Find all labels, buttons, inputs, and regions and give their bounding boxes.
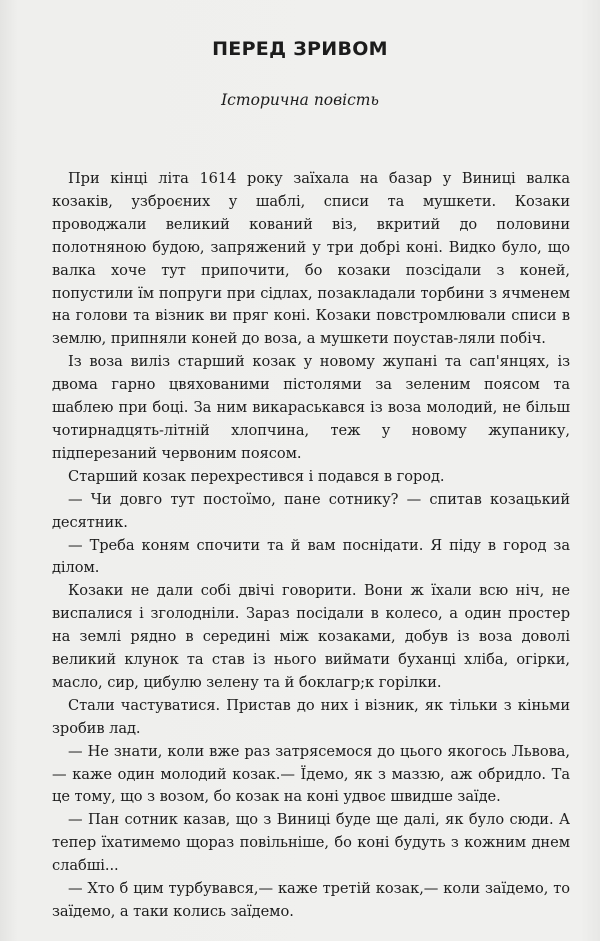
paragraph: — Не знати, коли вже раз затрясемося до цього якогось Львова,— каже один молодий козак.— Їдемо, як з маззю, аж обридло. Та це тому, що з возом, бо козак на коні удвоє швидше заїде.	[52, 742, 570, 806]
paragraph: — Хто б цим турбувався,— каже третій козак,— коли заїдемо, то заїдемо, а таки колись заїдемо.	[52, 880, 570, 920]
story-text	[52, 168, 570, 924]
paragraph: — Чи довго тут постоїмо, пане сотнику? — спитав козацький десятник.	[52, 490, 570, 531]
paragraph: — Пан сотник казав, що з Виниці буде ще далі, як було сюди. А тепер їхатимемо щораз повільніше, бо коні будуть з кожним днем слабші...	[52, 811, 570, 875]
paragraph: Стали частуватися. Пристав до них і візник, як тільки з кіньми зробив лад.	[52, 696, 570, 737]
paragraph: При кінці літа 1614 року заїхала на базар у Виниці валка козаків, узброєних у шаблі, списи та мушкети. Козаки проводжали великий кований віз, вкритий до половини полотняною будою, запряжений у три добрі коні. Видко було, що валка хоче тут припочити, бо козаки позсідали з коней, попустили їм попруги при сідлах, позакладали торбини з ячменем на голови та візник ви пряг коні. Козаки повстромлювали списи в землю, припняли коней до воза, а мушкети поустав-ляли побіч.	[52, 170, 570, 348]
paragraph: Із воза виліз старший козак у новому жупані та сап'янцях, із двома гарно цвяхованими пістолями за зеленим поясом та шаблею при боці. За ним викараськався із воза молодий, не більш чотирнадцять-літній хлопчина, теж у новому жупанику, підперезаний червоним поясом.	[52, 353, 570, 462]
paragraph: Старший козак перехрестився і подався в город.	[68, 467, 445, 485]
paragraph: Козаки не дали собі двічі говорити. Вони ж їхали всю ніч, не виспалися і зголодніли. Зараз посідали в колесо, а один простер на землі рядно в середині між козаками, добув із воза доволі великий клунок та став із нього виймати буханці хліба, огірки, масло, сир, цибулю зелену та й боклагр;к горілки.	[52, 582, 570, 691]
chapter-subtitle: Історична повість	[221, 91, 379, 109]
paragraph: — Треба коням спочити та й вам поснідати. Я піду в город за ділом.	[52, 536, 570, 577]
chapter-title: ПЕРЕД ЗРИВОМ	[212, 38, 388, 60]
